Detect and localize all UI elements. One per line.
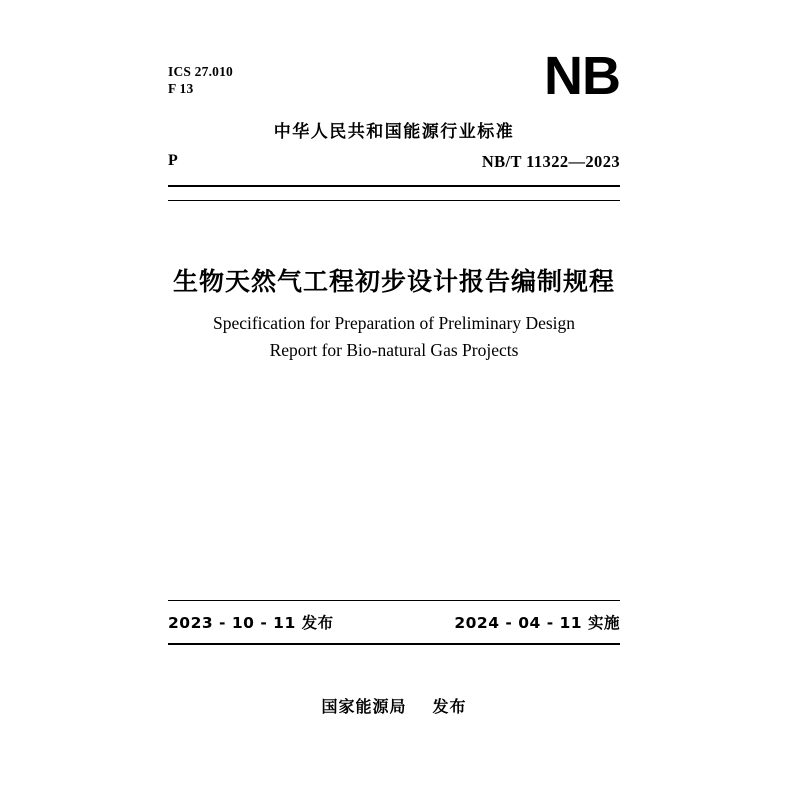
date-row (168, 611, 620, 637)
title-english-line2: Report for Bio-natural Gas Projects (269, 340, 519, 360)
header-row (168, 46, 620, 115)
classification-code: F 13 (168, 81, 194, 96)
publisher-line (168, 694, 620, 717)
ics-code: ICS 27.010 (168, 64, 234, 79)
title-english (168, 310, 620, 364)
header-divider-thin (168, 200, 620, 201)
footer-divider-thick (168, 643, 620, 645)
footer-divider-thin (168, 600, 620, 601)
title-chinese: 生物天然气工程初步设计报告编制规程 (172, 267, 615, 296)
standard-number: NB/T 11322—2023 (481, 152, 620, 171)
header-divider-thick (168, 185, 620, 187)
nb-logo: NB (544, 46, 620, 106)
implementation-date: 2024 - 04 - 11 实施 (454, 614, 620, 632)
publisher-action: 发布 (432, 697, 467, 716)
cover-content (168, 0, 620, 800)
class-letter: P (168, 152, 178, 169)
publisher-name: 国家能源局 (321, 697, 407, 716)
ics-block (168, 63, 233, 97)
issue-date: 2023 - 10 - 11 发布 (168, 614, 334, 632)
title-english-line1: Specification for Preparation of Preliminary Design (212, 313, 576, 333)
issuing-body-line: 中华人民共和国能源行业标准 (273, 122, 515, 142)
code-row (168, 152, 620, 178)
